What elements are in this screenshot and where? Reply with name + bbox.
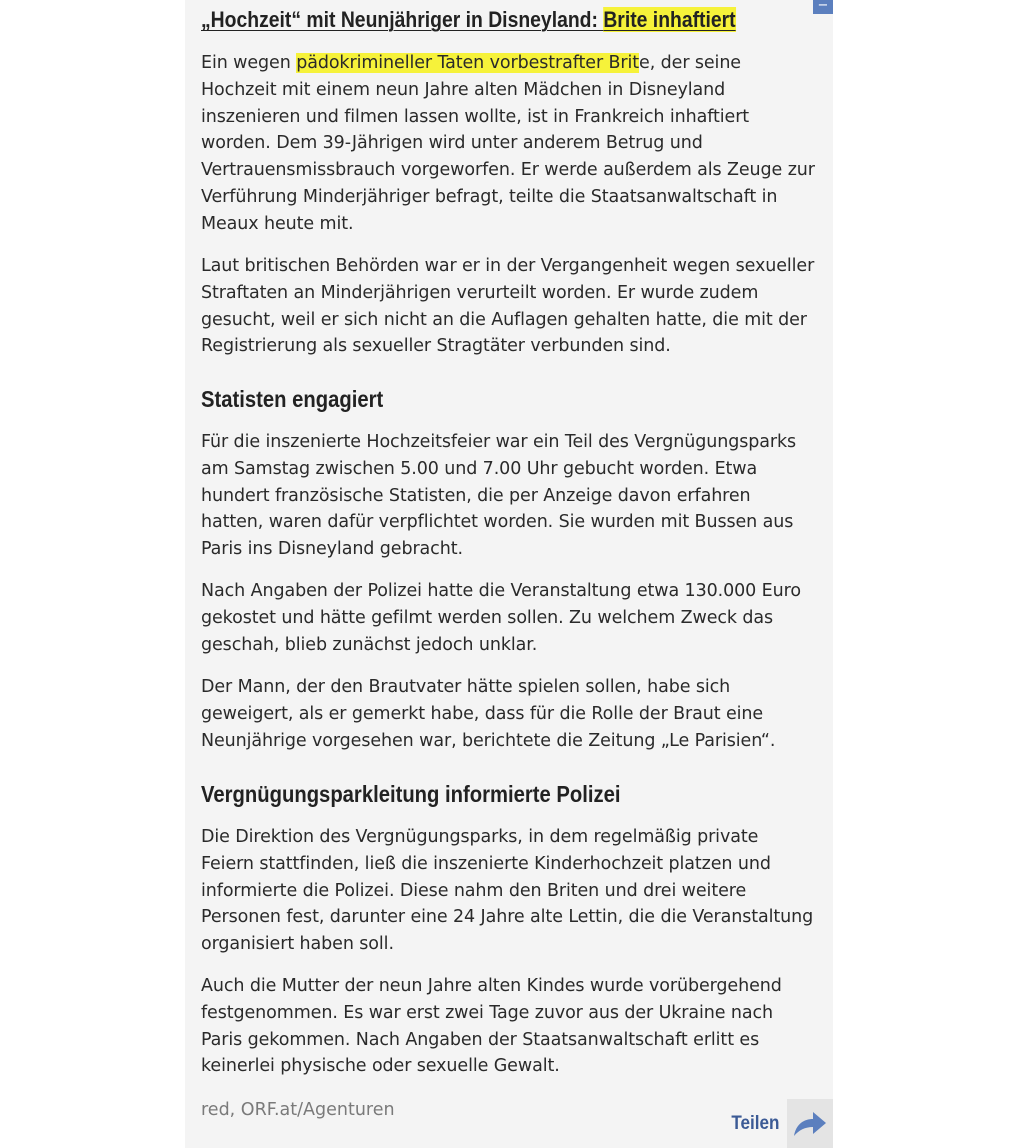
article-panel (185, 0, 833, 1148)
source-credit: red, ORF.at/Agenturen (201, 1100, 395, 1120)
intro-highlight: pädokrimineller Taten vorbestrafter Brit (296, 53, 640, 73)
section-heading-statisten: Statisten engagiert (201, 386, 384, 412)
paragraph-3: Für die inszenierte Hochzeitsfeier war ein Teil des Vergnügungsparks am Samstag zwischen 5.00 und 7.00 Uhr gebucht worden. Etwa hundert französische Statisten, die per Anzeige davon erfahren hatten, waren dafür verpflichtet worden. Sie wurden mit Bussen aus Paris ins Disneyland gebracht. (201, 432, 797, 560)
section-heading-polizei: Vergnügungsparkleitung informierte Polizei (201, 781, 621, 807)
paragraph-6: Die Direktion des Vergnügungsparks, in dem regelmäßig private Feiern stattfinden, ließ die inszenierte Kinderhochzeit platzen und informierte die Polizei. Diese nahm den Briten und drei weitere Personen fest, darunter eine 24 Jahre alte Lettin, die die Veranstaltung organisiert haben soll. (201, 827, 814, 955)
paragraph-5: Der Mann, der den Brautvater hätte spielen sollen, habe sich geweigert, als er gemerkt habe, dass für die Rolle der Braut eine Neunjährige vorgesehen war, berichtete die Zeitung „Le Parisien“. (201, 677, 776, 751)
paragraph-4: Nach Angaben der Polizei hatte die Veranstaltung etwa 130.000 Euro gekostet und hätte gefilmt werden sollen. Zu welchem Zweck das geschah, blieb zunächst jedoch unklar. (201, 581, 801, 655)
collapse-button[interactable]: − (813, 0, 833, 14)
share-arrow-svg (791, 1109, 829, 1139)
share-button[interactable] (726, 1099, 834, 1148)
intro-text-rest: e, der seine Hochzeit mit einem neun Jahre alten Mädchen in Disneyland inszenieren und filmen lassen wollte, ist in Frankreich inhaftiert worden. Dem 39-Jährigen wird unter anderem Betrug und Vertrauensmissbrauch vorgeworfen. Er werde außerdem als Zeuge zur Verführung Minderjähriger befragt, teilte die Staatsanwaltschaft in Meaux heute mit. (201, 53, 815, 234)
share-arrow-icon (787, 1099, 833, 1148)
headline-highlight: Brite inhaftiert (603, 7, 736, 32)
share-label: Teilen (730, 1112, 779, 1134)
article-headline[interactable] (201, 6, 736, 34)
intro-text-start: Ein wegen (201, 53, 297, 73)
headline-text: „Hochzeit“ mit Neunjähriger in Disneyland: (201, 7, 604, 32)
paragraph-2: Laut britischen Behörden war er in der Vergangenheit wegen sexueller Straftaten an Minderjährigen verurteilt worden. Er wurde zudem gesucht, weil er sich nicht an die Auflagen gehalten hatte, die mit der Registrierung als sexueller Stragtäter verbunden sind. (201, 256, 815, 357)
paragraph-7: Auch die Mutter der neun Jahre alten Kindes wurde vorübergehend festgenommen. Es war erst zwei Tage zuvor aus der Ukraine nach Paris gekommen. Nach Angaben der Staatsanwaltschaft erlitt es keinerlei physische oder sexuelle Gewalt. (201, 976, 782, 1077)
paragraph-intro (201, 50, 816, 238)
